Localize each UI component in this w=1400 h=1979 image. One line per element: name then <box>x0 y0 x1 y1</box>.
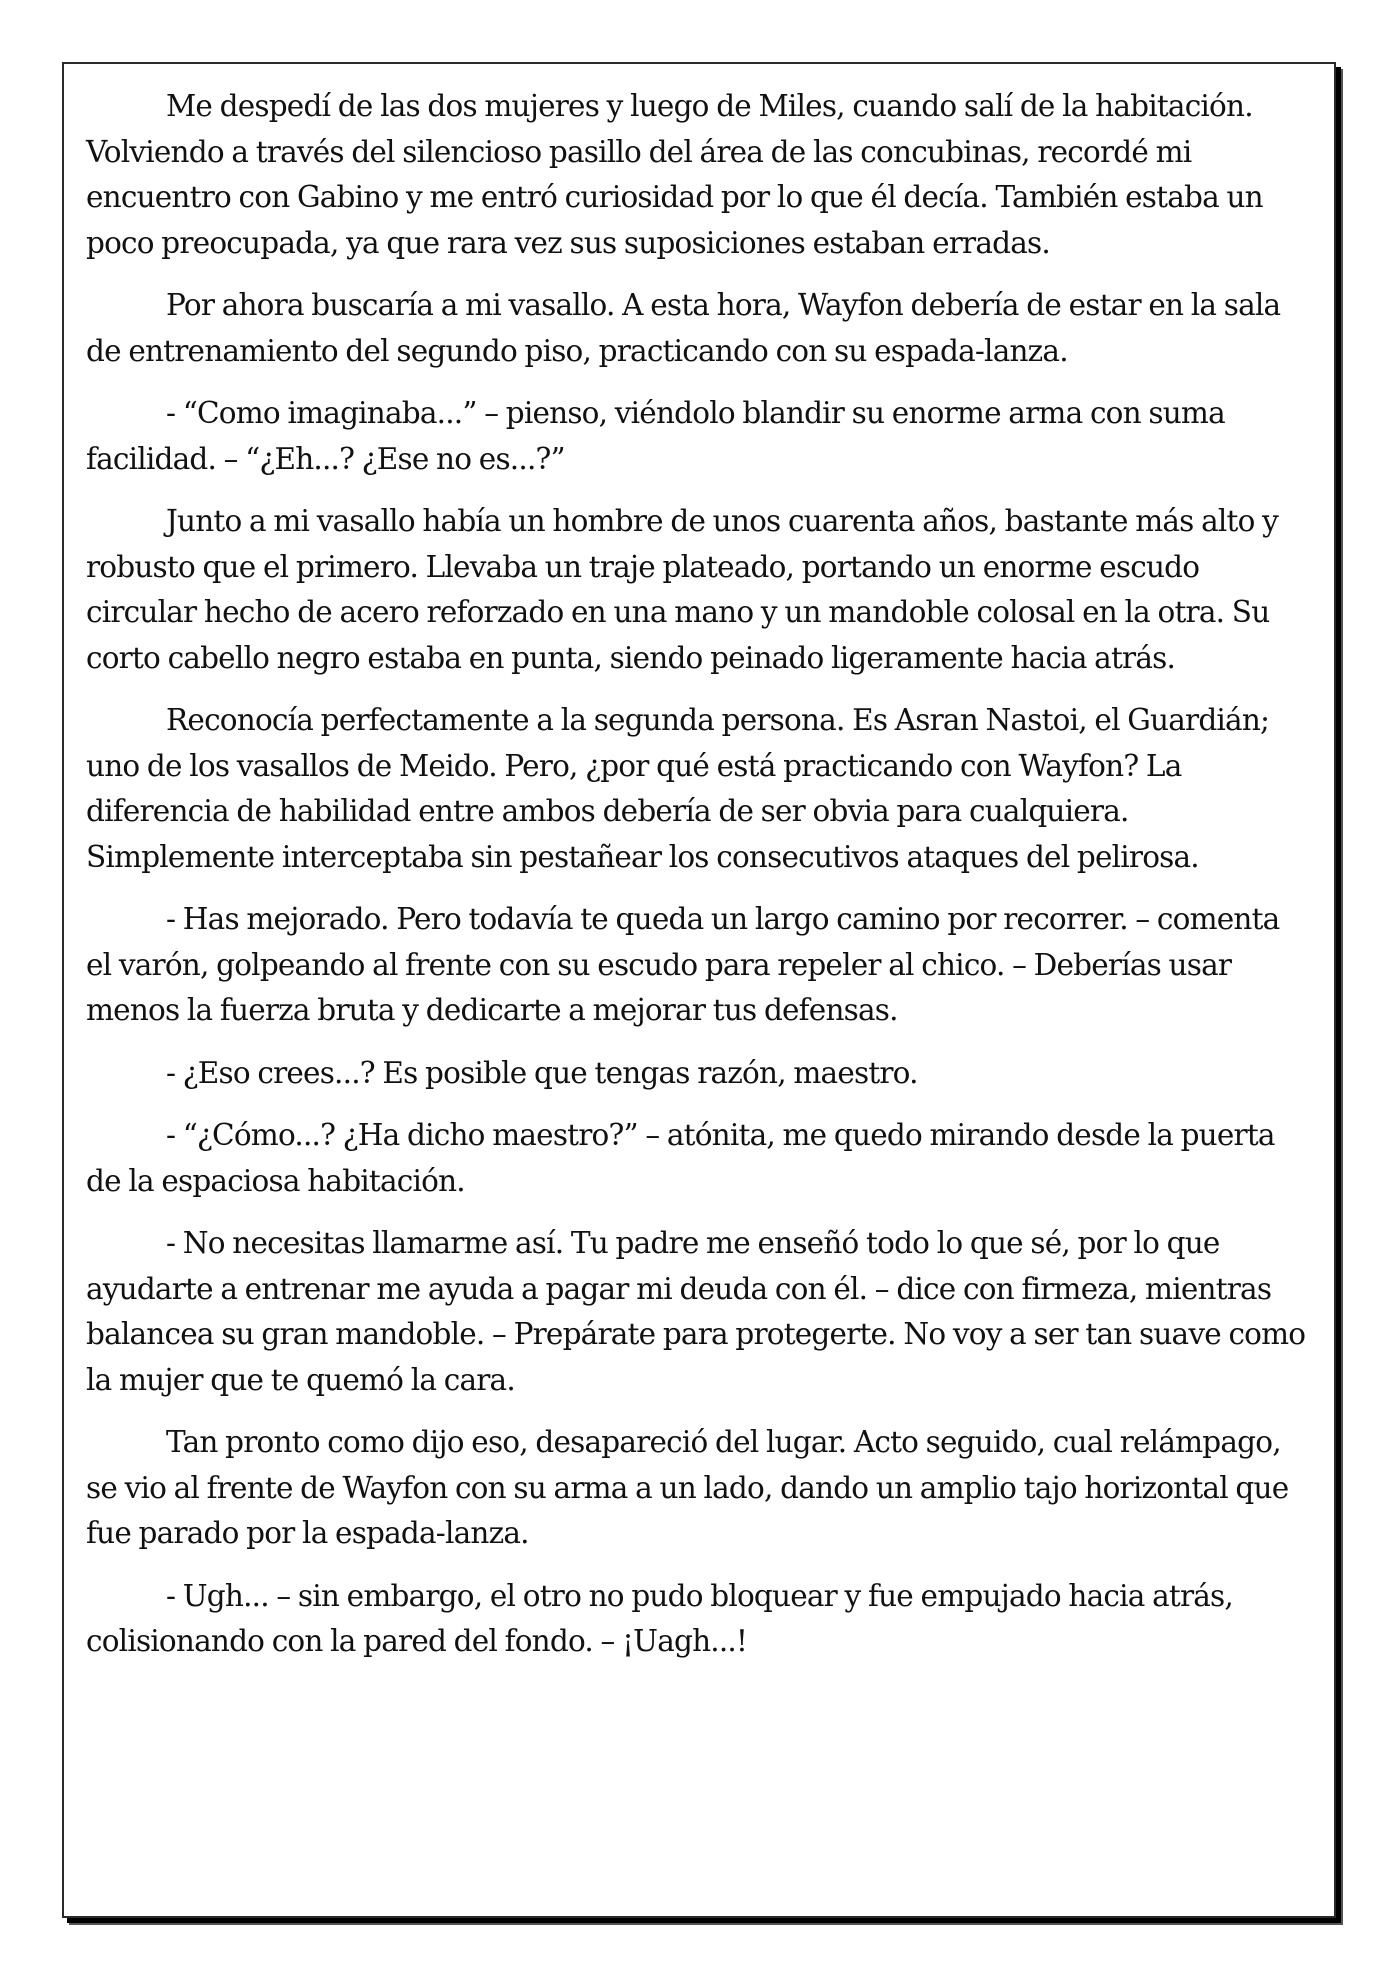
paragraph-4: Junto a mi vasallo había un hombre de unos cuarenta años, bastante más alto y robusto que el primero. Llevaba un traje plateado, portando un enorme escudo circular hecho de acero reforzado en una mano y un mandoble colosal en la otra. Su corto cabello negro estaba en punta, siendo peinado ligeramente hacia atrás. <box>86 504 1278 675</box>
paragraph-8: - “¿Cómo...? ¿Ha dicho maestro?” – atónita, me quedo mirando desde la puerta de la espaciosa habitación. <box>86 1118 1275 1198</box>
paragraph-2: Por ahora buscaría a mi vasallo. A esta hora, Wayfon debería de estar en la sala de entrenamiento del segundo piso, practicando con su espada-lanza. <box>86 288 1281 368</box>
page-frame <box>62 62 1336 1918</box>
paragraph-5: Reconocía perfectamente a la segunda persona. Es Asran Nastoi, el Guardián; uno de los vasallos de Meido. Pero, ¿por qué está practicando con Wayfon? La diferencia de habilidad entre ambos debería de ser obvia para cualquiera. Simplemente interceptaba sin pestañear los consecutivos ataques del pelirosa. <box>86 703 1270 874</box>
paragraph-3: - “Como imaginaba...” – pienso, viéndolo blandir su enorme arma con suma facilidad. – “¿Eh...? ¿Ese no es...?” <box>86 396 1225 476</box>
paragraph-6: - Has mejorado. Pero todavía te queda un largo camino por recorrer. – comenta el varón, golpeando al frente con su escudo para repeler al chico. – Deberías usar menos la fuerza bruta y dedicarte a mejorar tus defensas. <box>86 902 1280 1027</box>
text-body <box>86 84 1312 1682</box>
paragraph-9: - No necesitas llamarme así. Tu padre me enseñó todo lo que sé, por lo que ayudarte a entrenar me ayuda a pagar mi deuda con él. – dice con firmeza, mientras balancea su gran mandoble. – Prepárate para protegerte. No voy a ser tan suave como la mujer que te quemó la cara. <box>86 1226 1306 1397</box>
paragraph-11: - Ugh... – sin embargo, el otro no pudo bloquear y fue empujado hacia atrás, colisionando con la pared del fondo. – ¡Uagh...! <box>86 1578 1233 1658</box>
paragraph-1: Me despedí de las dos mujeres y luego de Miles, cuando salí de la habitación. Volviendo a través del silencioso pasillo del área de las concubinas, recordé mi encuentro con Gabino y me entró curiosidad por lo que él decía. También estaba un poco preocupada, ya que rara vez sus suposiciones estaban erradas. <box>86 89 1263 260</box>
paragraph-10: Tan pronto como dijo eso, desapareció del lugar. Acto seguido, cual relámpago, se vio al frente de Wayfon con su arma a un lado, dando un amplio tajo horizontal que fue parado por la espada-lanza. <box>86 1425 1289 1550</box>
paragraph-7: - ¿Eso crees...? Es posible que tengas razón, maestro. <box>166 1055 918 1090</box>
